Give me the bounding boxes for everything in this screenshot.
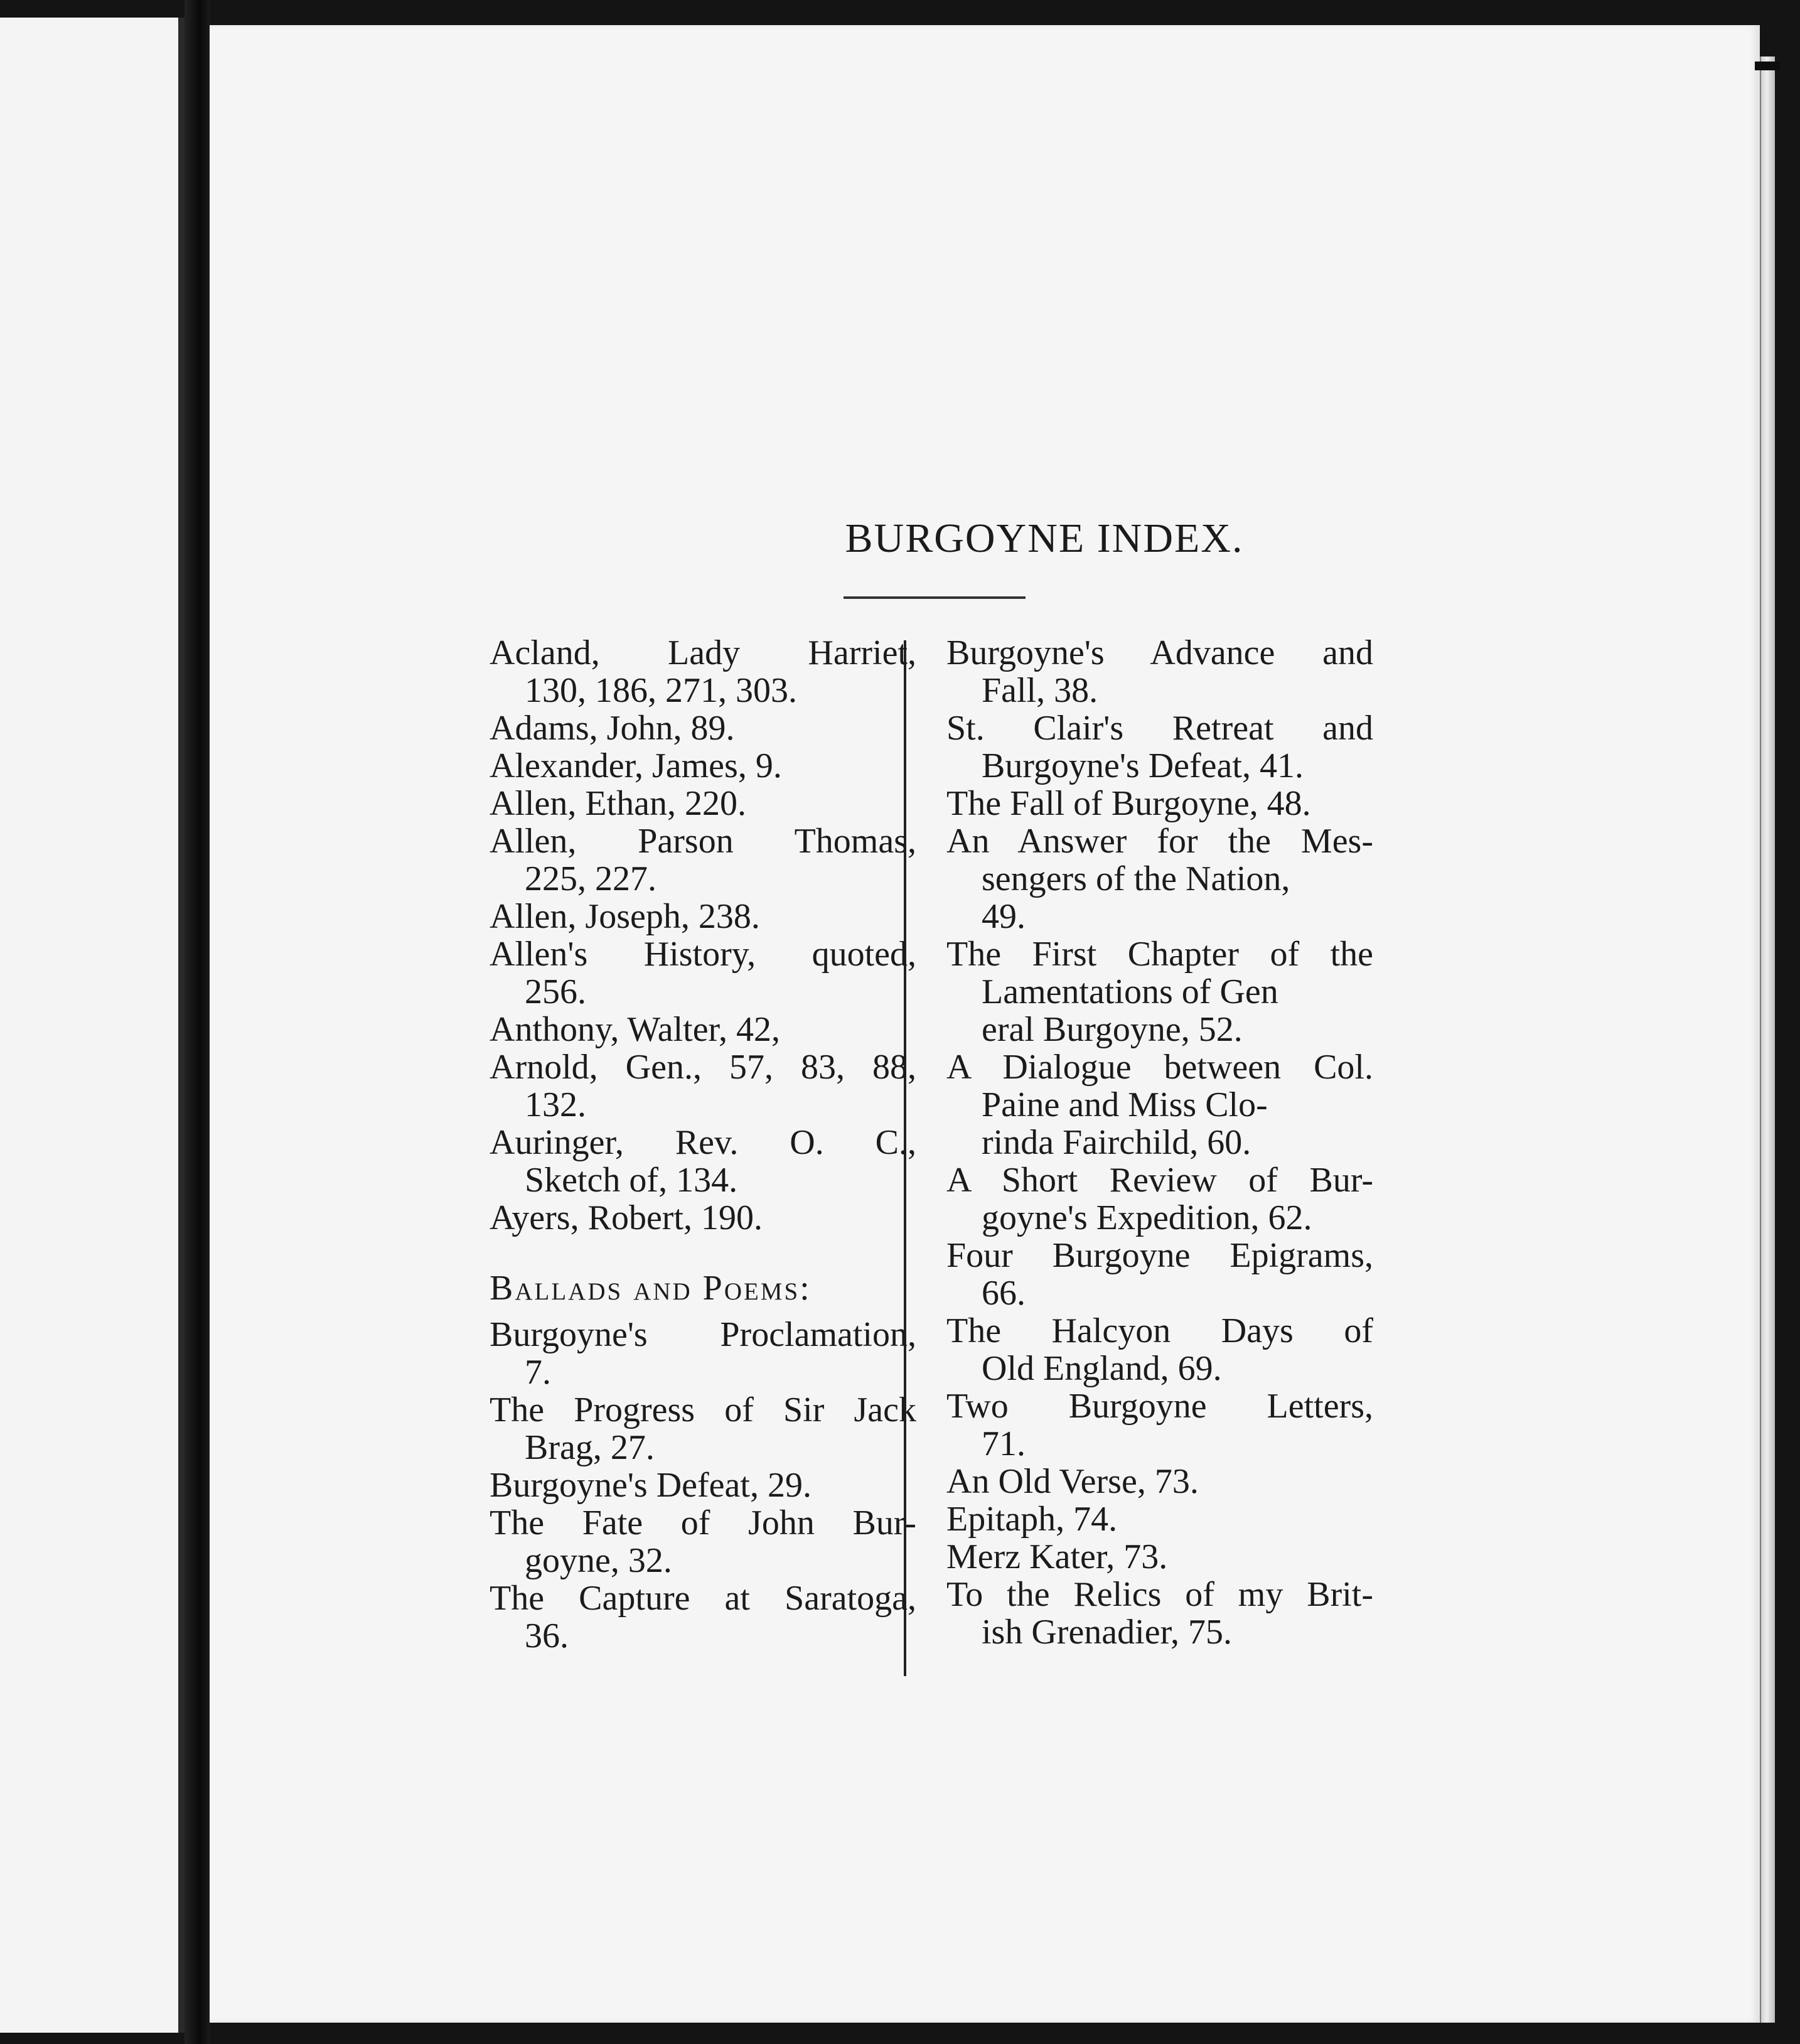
index-entry-head: The Progress of Sir Jack (490, 1390, 916, 1429)
index-entries-left (490, 634, 916, 1237)
index-entry (490, 1011, 916, 1048)
index-entry-head: Four Burgoyne Epigrams, (946, 1236, 1373, 1275)
index-entry-head: Ayers, Robert, 190. (490, 1198, 763, 1237)
page-title: BURGOYNE INDEX. (845, 515, 1244, 561)
index-entry-head: Alexander, James, 9. (490, 746, 782, 785)
index-entry-head: Merz Kater, 73. (946, 1537, 1168, 1576)
index-entry-head: Allen, Parson Thomas, (490, 822, 916, 861)
index-entry (490, 1504, 916, 1579)
index-entry-continuation: Paine and Miss Clo- (982, 1085, 1268, 1124)
index-entry-head: The First Chapter of the (946, 935, 1373, 974)
index-entry (946, 1463, 1373, 1500)
index-entry (490, 1199, 916, 1237)
index-entry (490, 1124, 916, 1199)
index-column-left (490, 634, 916, 1655)
index-entry (946, 1500, 1373, 1538)
index-entry-continuation: sengers of the Nation, (982, 859, 1290, 898)
index-entry-head: The Halcyon Days of (946, 1311, 1373, 1350)
index-entry-head: Burgoyne's Advance and (946, 633, 1373, 672)
section-heading: Ballads and Poems: (490, 1269, 812, 1308)
poem-entries-left (490, 1316, 916, 1655)
index-entry-continuation: rinda Fairchild, 60. (982, 1123, 1251, 1162)
index-entry (946, 634, 1373, 709)
index-entry-head: Acland, Lady Harriet, (490, 633, 916, 672)
index-entry (490, 747, 916, 785)
index-entry-continuation: 49. (982, 897, 1026, 936)
index-entry-continuation: 7. (525, 1353, 551, 1392)
index-entry (490, 822, 916, 898)
page-edge (1760, 56, 1775, 2023)
index-entry (946, 1538, 1373, 1576)
index-entry-head: Adams, John, 89. (490, 709, 735, 748)
index-entry-head: Two Burgoyne Letters, (946, 1387, 1373, 1426)
index-entry (490, 1579, 916, 1655)
index-entry (490, 935, 916, 1011)
index-entry (946, 785, 1373, 822)
index-entry-continuation: Old England, 69. (982, 1349, 1222, 1388)
index-entry-continuation: Fall, 38. (982, 671, 1098, 710)
index-entry (946, 1237, 1373, 1312)
index-entry (946, 1161, 1373, 1237)
index-entry-continuation: Brag, 27. (525, 1428, 655, 1467)
index-entry-head: The Capture at Saratoga, (490, 1579, 916, 1618)
index-entry (490, 1316, 916, 1391)
index-entry-continuation: Lamentations of Gen (982, 972, 1278, 1011)
index-entry (946, 822, 1373, 935)
index-entry-continuation: 36. (525, 1616, 569, 1655)
index-entry-head: An Old Verse, 73. (946, 1462, 1199, 1501)
index-entry-head: A Dialogue between Col. (946, 1048, 1373, 1087)
index-entry-head: Auringer, Rev. O. C., (490, 1123, 916, 1162)
index-entry-head: The Fate of John Bur- (490, 1503, 916, 1542)
index-entry-head: The Fall of Burgoyne, 48. (946, 784, 1311, 823)
index-entry (946, 1387, 1373, 1463)
index-entry-continuation: Burgoyne's Defeat, 41. (982, 746, 1304, 785)
index-entry (946, 1048, 1373, 1161)
index-entry-head: An Answer for the Mes- (946, 822, 1373, 861)
index-entry-head: Epitaph, 74. (946, 1500, 1118, 1539)
index-entry (490, 898, 916, 935)
index-entry-head: To the Relics of my Brit- (946, 1575, 1373, 1614)
index-entry (946, 935, 1373, 1048)
index-entry (490, 634, 916, 709)
index-entry-continuation: ish Grenadier, 75. (982, 1613, 1232, 1652)
index-entry (490, 1048, 916, 1124)
index-entry (946, 1312, 1373, 1387)
index-entry (490, 1391, 916, 1466)
index-entry-head: St. Clair's Retreat and (946, 709, 1373, 748)
index-entry (490, 785, 916, 822)
index-entry-continuation: goyne's Expedition, 62. (982, 1198, 1312, 1237)
poem-entries-right (946, 634, 1373, 1651)
index-entry-continuation: eral Burgoyne, 52. (982, 1010, 1243, 1049)
facing-page (0, 18, 185, 2033)
index-entry-head: Burgoyne's Proclamation, (490, 1315, 916, 1354)
index-entry-continuation: 225, 227. (525, 859, 656, 898)
index-entry-continuation: 132. (525, 1085, 586, 1124)
index-entry-head: Arnold, Gen., 57, 83, 88, (490, 1048, 916, 1087)
index-entry-head: Allen, Ethan, 220. (490, 784, 747, 823)
index-entry-continuation: 256. (525, 972, 586, 1011)
index-entry-continuation: Sketch of, 134. (525, 1161, 738, 1200)
index-entry-continuation: 130, 186, 271, 303. (525, 671, 797, 710)
index-entry-continuation: 71. (982, 1424, 1026, 1463)
index-entry-continuation: 66. (982, 1274, 1026, 1313)
index-entry-head: Allen's History, quoted, (490, 935, 916, 974)
index-entry-continuation: goyne, 32. (525, 1541, 672, 1580)
index-entry-head: Allen, Joseph, 238. (490, 897, 760, 936)
index-column-right (946, 634, 1373, 1651)
book-gutter (185, 0, 210, 2044)
page-corner (1755, 62, 1780, 70)
title-rule (844, 596, 1026, 599)
index-entry-head: Burgoyne's Defeat, 29. (490, 1466, 812, 1505)
index-entry-head: A Short Review of Bur- (946, 1161, 1373, 1200)
index-entry (490, 709, 916, 747)
index-entry (946, 1576, 1373, 1651)
index-entry (946, 709, 1373, 785)
index-entry-head: Anthony, Walter, 42, (490, 1010, 780, 1049)
index-entry (490, 1466, 916, 1504)
